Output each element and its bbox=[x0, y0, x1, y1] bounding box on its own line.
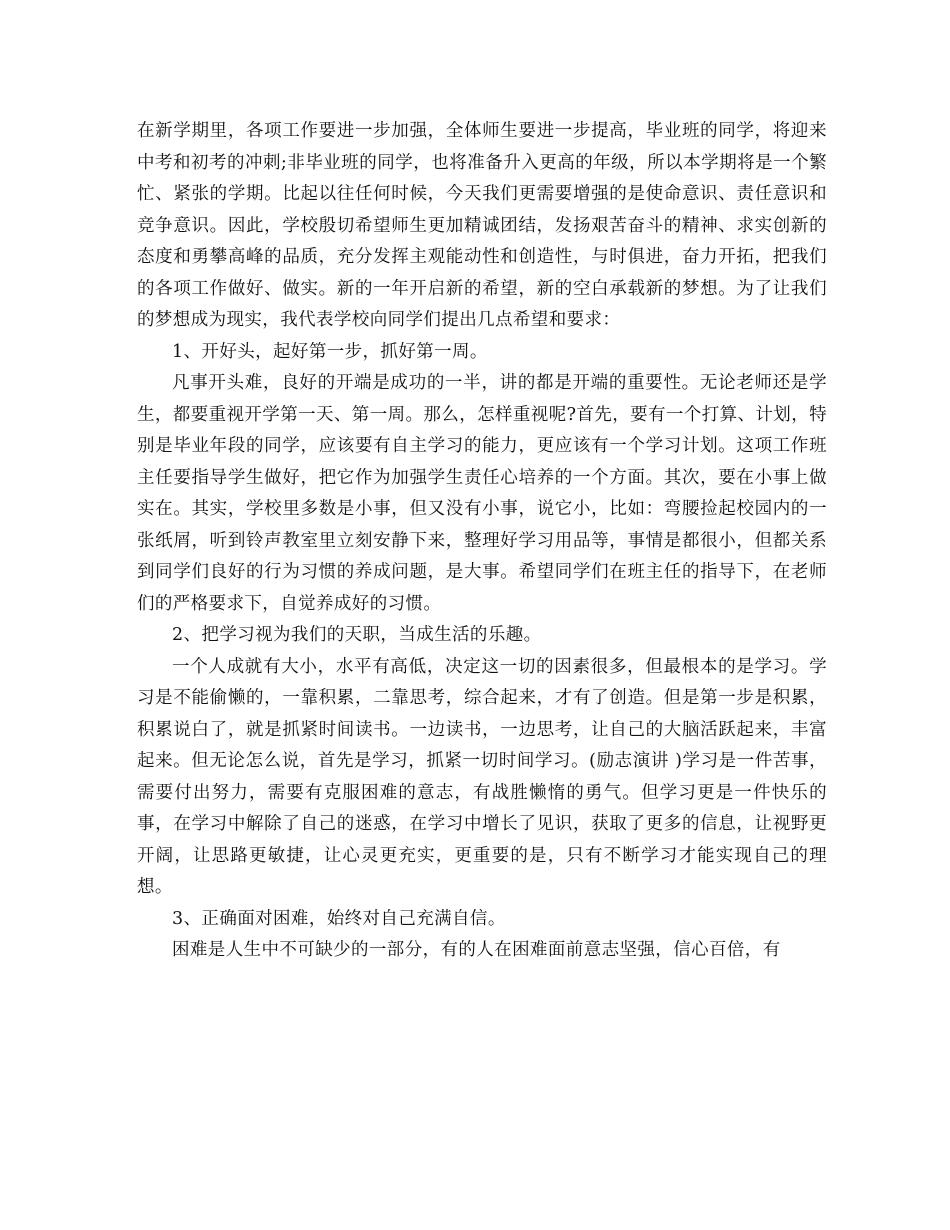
paragraph-point-2: 一个人成就有大小，水平有高低，决定这一切的因素很多，但最根本的是学习。学习是不能偷懒的，一靠积累，二靠思考，综合起来，才有了创造。但是第一步是积累，积累说白了，就是抓紧时间读书。一边读书，一边思考，让自己的大脑活跃起来，丰富起来。但无论怎么说，首先是学习，抓紧一切时间学习。(励志演讲 )学习是一件苦事，需要付出努力，需要有克服困难的意志，有战胜懒惰的勇气。但学习更是一件快乐的事，在学习中解除了自己的迷惑，在学习中增长了见识，获取了更多的信息，让视野更开阔，让思路更敏捷，让心灵更充实，更重要的是，只有不断学习才能实现自己的理想。 bbox=[137, 656, 827, 897]
paragraph-point-3: 困难是人生中不可缺少的一部分，有的人在困难面前意志坚强，信心百倍，有 bbox=[172, 940, 781, 960]
heading-point-2: 2、把学习视为我们的天职，当成生活的乐趣。 bbox=[172, 625, 542, 645]
paragraph-intro: 在新学期里，各项工作要进一步加强，全体师生要进一步提高，毕业班的同学，将迎来中考和初考的冲刺;非毕业班的同学，也将准备升入更高的年级，所以本学期将是一个繁忙、紧张的学期。比起以往任何时候，今天我们更需要增强的是使命意识、责任意识和竞争意识。因此，学校殷切希望师生更加精诚团结，发扬艰苦奋斗的精神、求实创新的态度和勇攀高峰的品质，充分发挥主观能动性和创造性，与时俱进，奋力开拓，把我们的各项工作做好、做实。新的一年开启新的希望，新的空白承载新的梦想。为了让我们的梦想成为现实，我代表学校向同学们提出几点希望和要求： bbox=[137, 121, 827, 330]
document-body bbox=[137, 116, 827, 967]
heading-point-1: 1、开好头，起好第一步，抓好第一周。 bbox=[172, 341, 488, 362]
paragraph-point-1: 凡事开头难，良好的开端是成功的一半，讲的都是开端的重要性。无论老师还是学生，都要重视开学第一天、第一周。那么，怎样重视呢?首先，要有一个打算、计划，特别是毕业年段的同学，应该要有自主学习的能力，更应该有一个学习计划。这项工作班主任要指导学生做好，把它作为加强学生责任心培养的一个方面。其次，要在小事上做实在。其实，学校里多数是小事，但又没有小事，说它小，比如：弯腰捡起校园内的一张纸屑，听到铃声教室里立刻安静下来，整理好学习用品等，事情是都很小，但都关系到同学们良好的行为习惯的养成问题，是大事。希望同学们在班主任的指导下，在老师们的严格要求下，自觉养成好的习惯。 bbox=[137, 373, 827, 614]
heading-point-3: 3、正确面对困难，始终对自己充满自信。 bbox=[172, 908, 506, 929]
